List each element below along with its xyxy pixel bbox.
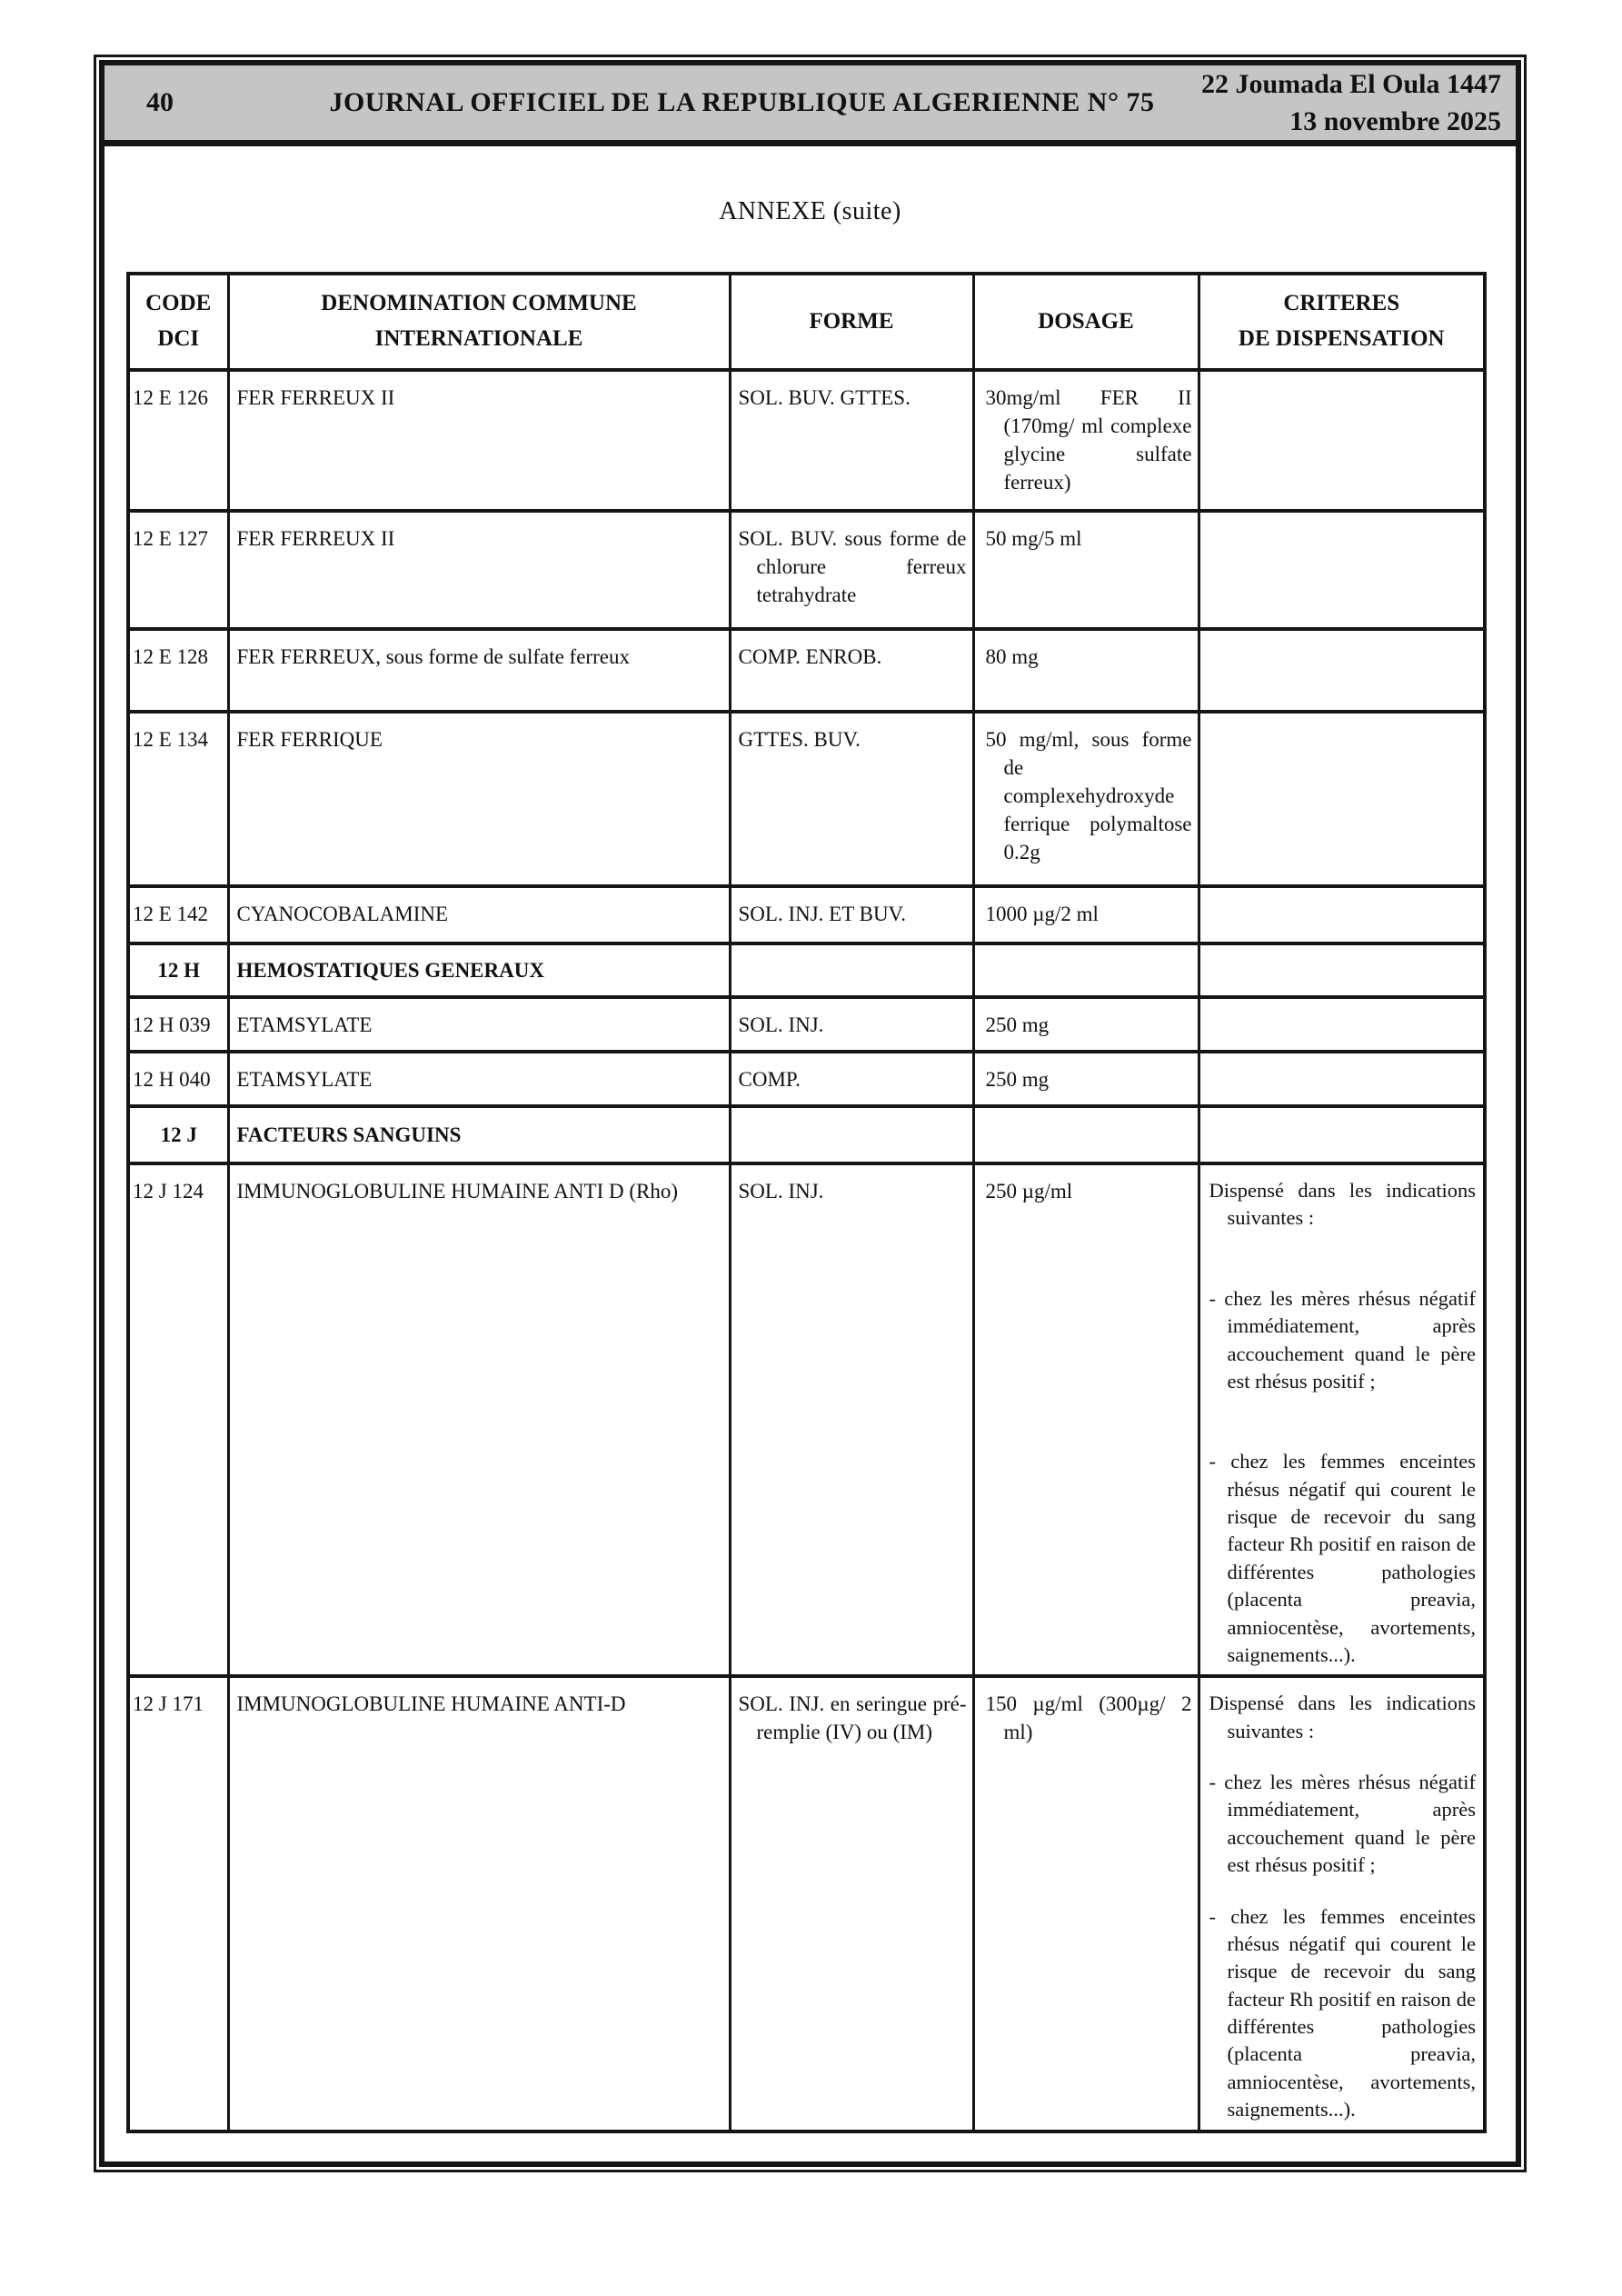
cell-forme: GTTES. BUV. (730, 712, 973, 886)
cell-criteres (1199, 370, 1485, 511)
table-row (128, 886, 1485, 943)
cell-criteres (1199, 1052, 1485, 1106)
cell-dosage: 30mg/ml FER II (170mg/ ml complexe glycine sulfate ferreux) (973, 370, 1199, 511)
page-number: 40 (146, 87, 174, 117)
cell-forme (730, 1106, 973, 1163)
cell-dci: CYANOCOBALAMINE (228, 886, 730, 943)
cell-dosage: 50 mg/5 ml (973, 511, 1199, 629)
cell-dosage: 80 mg (973, 629, 1199, 712)
table-row (128, 712, 1485, 886)
cell-dci: HEMOSTATIQUES GENERAUX (228, 943, 730, 997)
cell-forme: SOL. INJ. ET BUV. (730, 886, 973, 943)
cell-criteres (1199, 511, 1485, 629)
cell-criteres: Dispensé dans les indications suivantes : - chez les mères rhésus négatif immédiatement, après accouchement quand le père est rhésus positif ; - chez les femmes enceintes rhésus négatif qui courent le risque de recevoir du sang facteur Rh positif en raison de différentes pathologies (placenta preavia, amniocentèse, avortements, saignements...). (1199, 1676, 1485, 2131)
cell-code: 12 J 171 (128, 1676, 228, 2131)
cell-forme: SOL. BUV. sous forme de chlorure ferreux tetrahydrate (730, 511, 973, 629)
cell-dosage: 50 mg/ml, sous forme de complexehydroxyde ferrique polymaltose 0.2g (973, 712, 1199, 886)
cell-dosage: 250 mg (973, 997, 1199, 1052)
cell-criteres (1199, 1106, 1485, 1163)
cell-criteres (1199, 712, 1485, 886)
cell-forme: SOL. INJ. (730, 997, 973, 1052)
cell-criteres (1199, 943, 1485, 997)
page-inner-border (99, 60, 1521, 2167)
cell-forme: SOL. INJ. (730, 1163, 973, 1676)
cell-dosage: 1000 µg/2 ml (973, 886, 1199, 943)
section-row (128, 943, 1485, 997)
column-header: DOSAGE (973, 274, 1199, 370)
cell-code: 12 H (128, 943, 228, 997)
cell-dosage (973, 1106, 1199, 1163)
cell-code: 12 J 124 (128, 1163, 228, 1676)
journal-title: JOURNAL OFFICIEL DE LA REPUBLIQUE ALGERIENNE N° 75 (329, 87, 1155, 117)
annexe-table (126, 272, 1487, 2133)
table-row (128, 1163, 1485, 1676)
cell-dci: ETAMSYLATE (228, 997, 730, 1052)
cell-criteres (1199, 997, 1485, 1052)
cell-dci: FER FERRIQUE (228, 712, 730, 886)
cell-dci: IMMUNOGLOBULINE HUMAINE ANTI-D (228, 1676, 730, 2131)
annexe-table-body (128, 370, 1485, 2131)
cell-dci: FACTEURS SANGUINS (228, 1106, 730, 1163)
cell-forme (730, 943, 973, 997)
cell-dosage (973, 943, 1199, 997)
cell-criteres: Dispensé dans les indications suivantes : - chez les mères rhésus négatif immédiatement, après accouchement quand le père est rhésus positif ; - chez les femmes enceintes rhésus négatif qui courent le risque de recevoir du sang facteur Rh positif en raison de différentes pathologies (placenta preavia, amniocentèse, avortements, saignements...). (1199, 1163, 1485, 1676)
cell-code: 12 E 127 (128, 511, 228, 629)
column-header: DENOMINATION COMMUNE INTERNATIONALE (228, 274, 730, 370)
page-content (104, 146, 1516, 2161)
cell-forme: SOL. INJ. en seringue pré-remplie (IV) ou (IM) (730, 1676, 973, 2131)
column-header: FORME (730, 274, 973, 370)
column-header: CRITERES DE DISPENSATION (1199, 274, 1485, 370)
section-row (128, 1106, 1485, 1163)
cell-dci: ETAMSYLATE (228, 1052, 730, 1106)
cell-code: 12 E 128 (128, 629, 228, 712)
cell-dosage: 150 µg/ml (300µg/ 2 ml) (973, 1676, 1199, 2131)
cell-code: 12 H 040 (128, 1052, 228, 1106)
table-row (128, 1052, 1485, 1106)
hijri-date: 22 Joumada El Oula 1447 (1200, 69, 1501, 99)
table-row (128, 1676, 1485, 2131)
cell-dci: IMMUNOGLOBULINE HUMAINE ANTI D (Rho) (228, 1163, 730, 1676)
cell-criteres (1199, 886, 1485, 943)
table-row (128, 370, 1485, 511)
cell-dosage: 250 µg/ml (973, 1163, 1199, 1676)
column-header: CODE DCI (128, 274, 228, 370)
masthead-band (104, 65, 1516, 146)
table-row (128, 997, 1485, 1052)
cell-code: 12 J (128, 1106, 228, 1163)
cell-forme: SOL. BUV. GTTES. (730, 370, 973, 511)
table-row (128, 511, 1485, 629)
table-row (128, 629, 1485, 712)
annexe-table-header-row (128, 274, 1485, 370)
cell-criteres (1199, 629, 1485, 712)
cell-dci: FER FERREUX, sous forme de sulfate ferreux (228, 629, 730, 712)
gregorian-date: 13 novembre 2025 (1289, 106, 1501, 136)
cell-dosage: 250 mg (973, 1052, 1199, 1106)
cell-dci: FER FERREUX II (228, 511, 730, 629)
masthead-dates (1201, 65, 1516, 140)
cell-code: 12 H 039 (128, 997, 228, 1052)
cell-code: 12 E 142 (128, 886, 228, 943)
cell-code: 12 E 126 (128, 370, 228, 511)
cell-dci: FER FERREUX II (228, 370, 730, 511)
cell-forme: COMP. ENROB. (730, 629, 973, 712)
cell-code: 12 E 134 (128, 712, 228, 886)
cell-forme: COMP. (730, 1052, 973, 1106)
page-outer-border (94, 55, 1527, 2172)
annexe-title: ANNEXE (suite) (719, 197, 901, 225)
